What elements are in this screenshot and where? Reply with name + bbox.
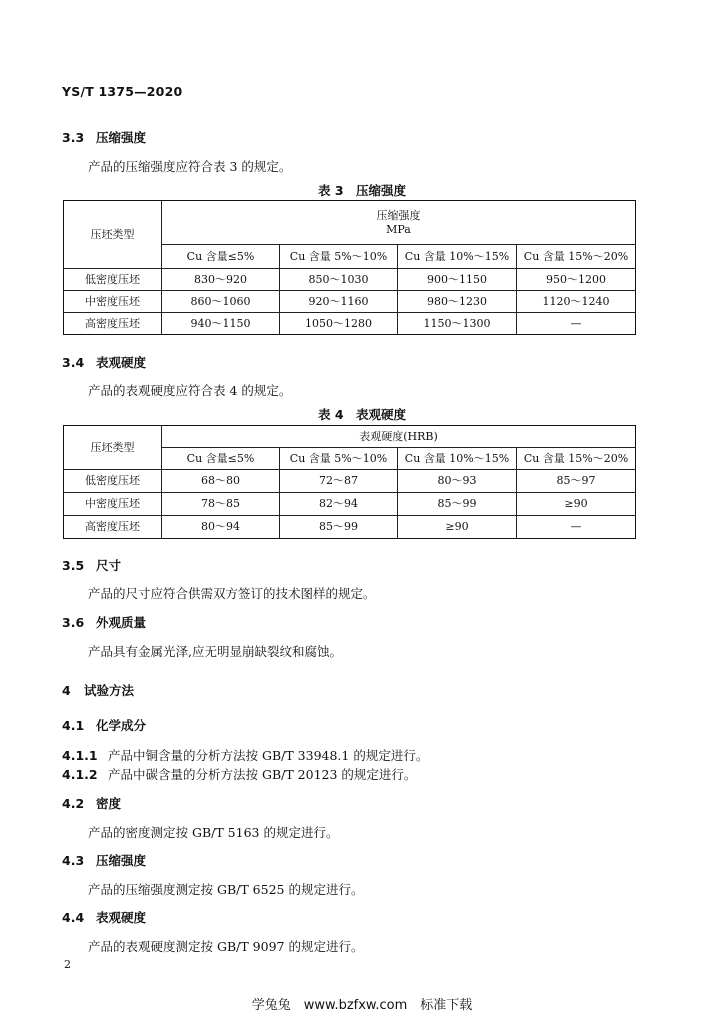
section-3-3-text: 产品的压缩强度应符合表 3 的规定。	[88, 159, 292, 174]
section-4-2-heading	[62, 794, 121, 812]
section-number: 4.2	[62, 796, 85, 811]
section-4-1-1	[62, 746, 428, 764]
table-cell: 900～1150	[398, 269, 517, 291]
table-cell: —	[517, 313, 636, 335]
section-3-4-text: 产品的表观硬度应符合表 4 的规定。	[88, 383, 292, 398]
table-3-row-type: 高密度压坯	[64, 313, 162, 335]
section-number: 3.6	[62, 615, 85, 630]
table-cell: 78～85	[162, 493, 280, 516]
table-cell: 860～1060	[162, 291, 280, 313]
table-3-row-type: 中密度压坯	[64, 291, 162, 313]
table-4-col-header: Cu 含量≤5%	[162, 448, 280, 470]
table-4-col-header: Cu 含量 15%～20%	[517, 448, 636, 470]
table-cell: 830～920	[162, 269, 280, 291]
section-4-3-text: 产品的压缩强度测定按 GB/T 6525 的规定进行。	[88, 882, 364, 897]
page-number: 2	[64, 958, 71, 971]
section-4-3-heading	[62, 851, 146, 869]
table-cell: 80～94	[162, 516, 280, 539]
table-3-col-header: Cu 含量≤5%	[162, 245, 280, 269]
section-title: 外观质量	[96, 615, 147, 630]
table-cell: 980～1230	[398, 291, 517, 313]
table-4-col-header: Cu 含量 10%～15%	[398, 448, 517, 470]
table-row	[64, 269, 636, 291]
table-4-row-header: 压坯类型	[64, 426, 162, 470]
section-4-2-text: 产品的密度测定按 GB/T 5163 的规定进行。	[88, 825, 339, 840]
standard-code: YS/T 1375—2020	[62, 84, 183, 99]
table-row	[64, 470, 636, 493]
section-number: 4.1	[62, 718, 85, 733]
table-cell: 1120～1240	[517, 291, 636, 313]
section-number: 4.1.2	[62, 767, 98, 782]
table-cell: ≥90	[398, 516, 517, 539]
section-number: 4.4	[62, 910, 85, 925]
table-4	[63, 425, 636, 539]
table-cell: 85～97	[517, 470, 636, 493]
table-cell: 85～99	[280, 516, 398, 539]
table-3-col-header: Cu 含量 5%～10%	[280, 245, 398, 269]
section-title: 化学成分	[96, 718, 147, 733]
table-3-col-header: Cu 含量 10%～15%	[398, 245, 517, 269]
table-3-col-header: Cu 含量 15%～20%	[517, 245, 636, 269]
section-title: 表观硬度	[96, 355, 147, 370]
section-number: 3.4	[62, 355, 85, 370]
section-3-3-heading	[62, 128, 146, 146]
table-cell: 1050～1280	[280, 313, 398, 335]
section-4-4-heading	[62, 908, 146, 926]
section-number: 3.5	[62, 558, 85, 573]
table-cell: 82～94	[280, 493, 398, 516]
table-3-row-type: 低密度压坯	[64, 269, 162, 291]
table-cell: —	[517, 516, 636, 539]
table-cell: 920～1160	[280, 291, 398, 313]
table-row	[64, 516, 636, 539]
table-4-col-header: Cu 含量 5%～10%	[280, 448, 398, 470]
section-4-4-text: 产品的表观硬度测定按 GB/T 9097 的规定进行。	[88, 939, 364, 954]
section-4-1-heading	[62, 716, 146, 734]
section-number: 4.3	[62, 853, 85, 868]
table-cell: 950～1200	[517, 269, 636, 291]
table-cell: 72～87	[280, 470, 398, 493]
section-3-5-heading	[62, 556, 121, 574]
table-cell: 68～80	[162, 470, 280, 493]
section-number: 3.3	[62, 130, 85, 145]
section-number: 4.1.1	[62, 748, 98, 763]
table-row	[64, 313, 636, 335]
section-title: 表观硬度	[96, 910, 147, 925]
section-4-heading	[62, 681, 134, 699]
section-title: 压缩强度	[96, 130, 147, 145]
table-3-group-header-title: 压缩强度	[376, 208, 421, 222]
table-cell: 85～99	[398, 493, 517, 516]
section-3-4-heading	[62, 353, 146, 371]
section-3-6-heading	[62, 613, 146, 631]
section-3-6-text: 产品具有金属光泽,应无明显崩缺裂纹和腐蚀。	[88, 644, 342, 659]
table-row	[64, 493, 636, 516]
table-cell: 80～93	[398, 470, 517, 493]
table-3-group-header-unit: MPa	[386, 222, 411, 236]
section-text: 产品中碳含量的分析方法按 GB/T 20123 的规定进行。	[108, 767, 417, 782]
table-cell: 1150～1300	[398, 313, 517, 335]
section-text: 产品中铜含量的分析方法按 GB/T 33948.1 的规定进行。	[108, 748, 429, 763]
table-3-row-header: 压坯类型	[64, 201, 162, 269]
table-cell: ≥90	[517, 493, 636, 516]
section-title: 试验方法	[84, 683, 135, 698]
section-4-1-2	[62, 765, 416, 783]
table-4-row-type: 低密度压坯	[64, 470, 162, 493]
table-3-caption: 表 3 压缩强度	[317, 183, 407, 198]
table-4-caption: 表 4 表观硬度	[317, 407, 407, 422]
table-4-row-type: 高密度压坯	[64, 516, 162, 539]
table-cell: 940～1150	[162, 313, 280, 335]
table-row	[64, 291, 636, 313]
table-3	[63, 200, 636, 335]
table-cell: 850～1030	[280, 269, 398, 291]
section-3-5-text: 产品的尺寸应符合供需双方签订的技术图样的规定。	[88, 586, 376, 601]
table-3-group-header	[162, 201, 636, 245]
section-title: 尺寸	[96, 558, 122, 573]
section-title: 压缩强度	[96, 853, 147, 868]
table-4-group-header: 表观硬度(HRB)	[162, 426, 636, 448]
footer-watermark-text: 学兔兔 www.bzfxw.com 标准下载	[251, 998, 473, 1013]
table-4-row-type: 中密度压坯	[64, 493, 162, 516]
section-number: 4	[62, 683, 71, 698]
section-title: 密度	[96, 796, 122, 811]
